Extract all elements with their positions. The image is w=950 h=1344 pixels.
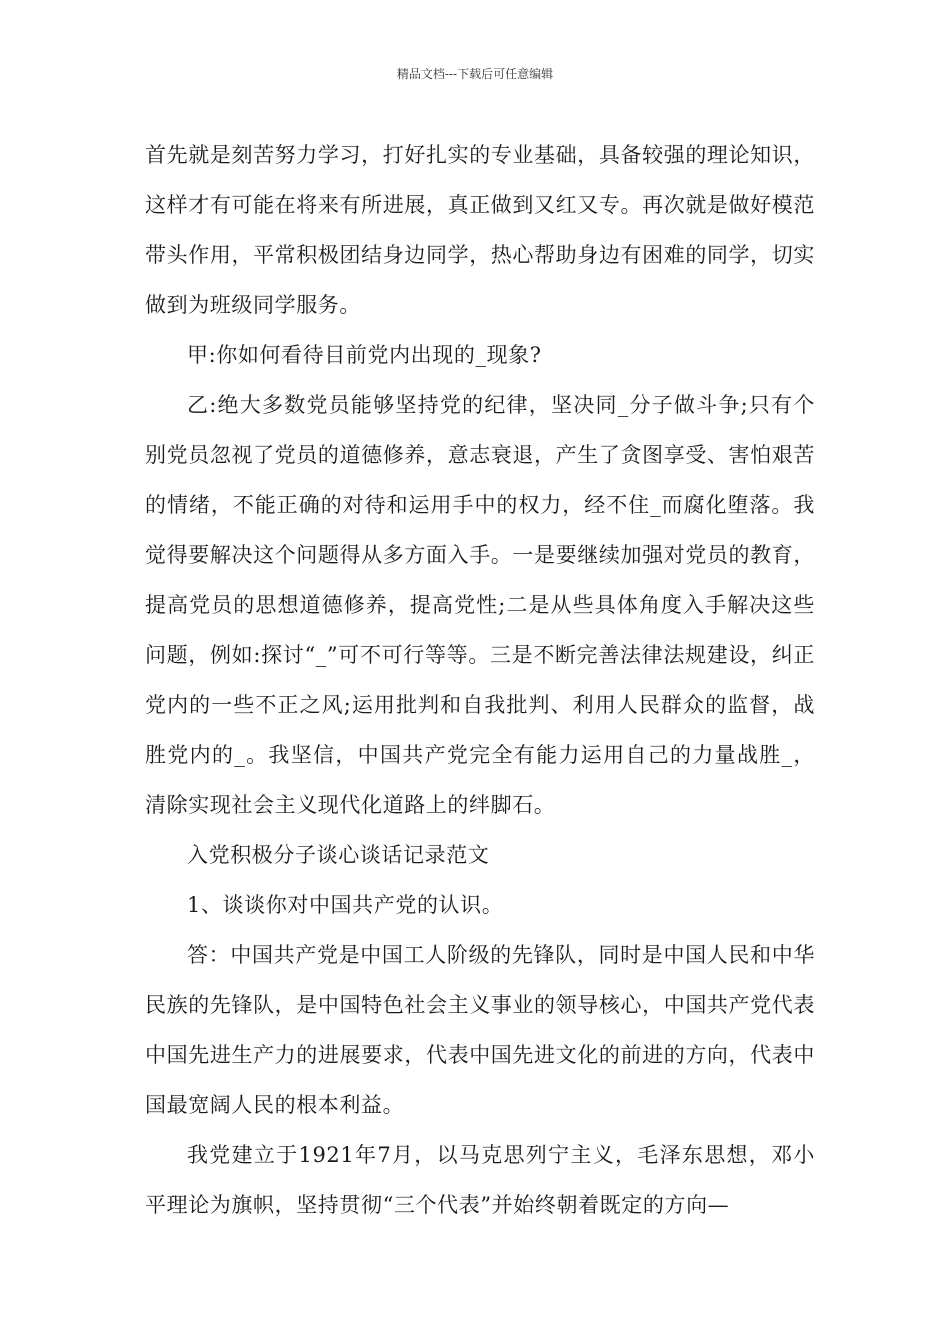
answer-1: 答：中国共产党是中国工人阶级的先锋队，同时是中国人民和中华民族的先锋队，是中国特色社会主义事业的领导核心，中国共产党代表中国先进生产力的进展要求，代表中国先进文化的前进的方向，代表中国最宽阔人民的根本利益。 [145, 943, 815, 1117]
document-body [145, 130, 815, 1230]
paragraph-continuation: 首先就是刻苦努力学习，打好扎实的专业基础，具备较强的理论知识，这样才有可能在将来有所进展，真正做到又红又专。再次就是做好模范带头作用，平常积极团结身边同学，热心帮助身边有困难的同学，切实做到为班级同学服务。 [145, 143, 815, 317]
question-1: 1、谈谈你对中国共产党的认识。 [187, 893, 504, 917]
paragraph-question-jia: 甲:你如何看待目前党内出现的_现象? [187, 343, 542, 367]
page-header: 精品文档---下载后可任意编辑 [396, 67, 554, 81]
paragraph-answer-yi: 乙:绝大多数党员能够坚持党的纪律，坚决同_分子做斗争;只有个别党员忽视了党员的道德修养，意志衰退，产生了贪图享受、害怕艰苦的情绪，不能正确的对待和运用手中的权力，经不住_而腐化堕落。我觉得要解决这个问题得从多方面入手。一是要继续加强对党员的教育，提高党员的思想道德修养，提高党性;二是从些具体角度入手解决这些问题，例如:探讨“_”可不可行等等。三是不断完善法律法规建设，纠正党内的一些不正之风;运用批判和自我批判、利用人民群众的监督，战胜党内的_。我坚信，中国共产党完全有能力运用自己的力量战胜_，清除实现社会主义现代化道路上的绊脚石。 [145, 393, 815, 817]
section-title: 入党积极分子谈心谈话记录范文 [187, 843, 490, 867]
paragraph-party-history: 我党建立于1921年7月，以马克思列宁主义，毛泽东思想，邓小平理论为旗帜，坚持贯彻“三个代表”并始终朝着既定的方向— [145, 1143, 815, 1217]
